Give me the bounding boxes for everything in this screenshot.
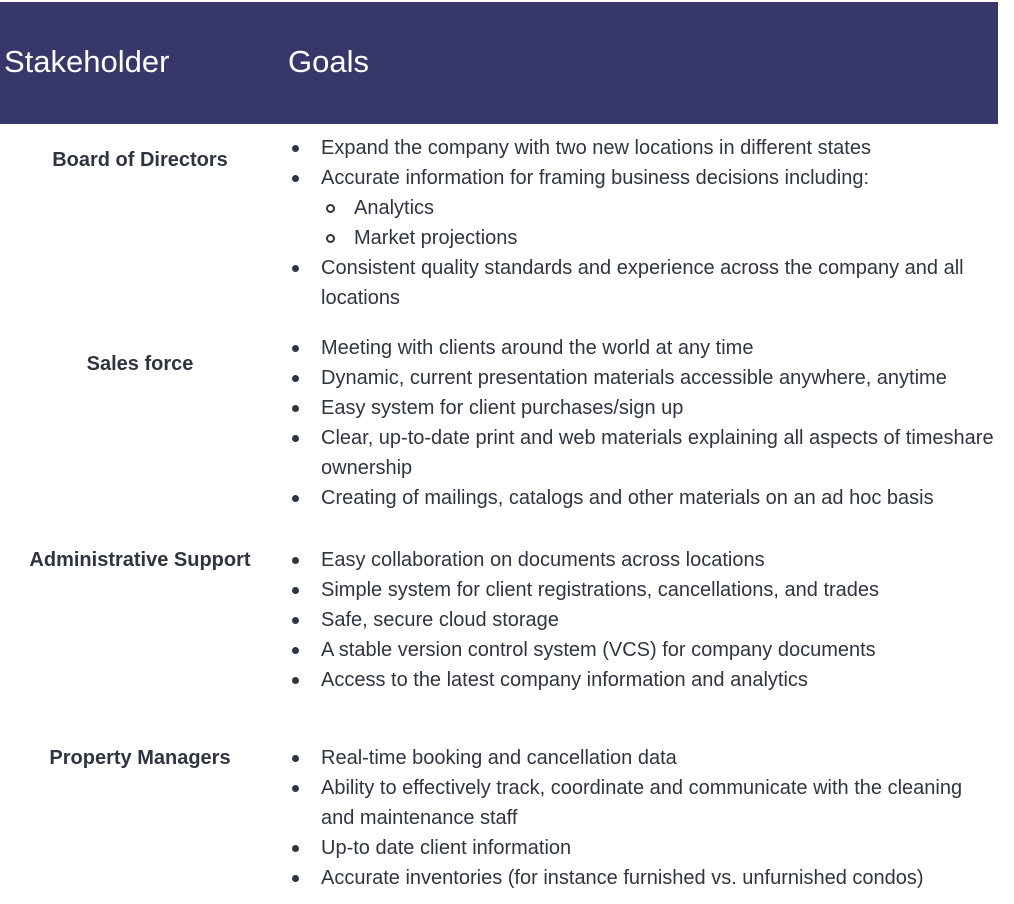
list-item: Accurate inventories (for instance furnished vs. unfurnished condos) [288, 863, 998, 893]
stakeholder-column-header: Stakeholder [4, 44, 170, 79]
list-item: Up-to date client information [288, 833, 998, 863]
bullet-icon [292, 755, 299, 762]
bullet-icon [292, 265, 299, 272]
list-item: Creating of mailings, catalogs and other materials on an ad hoc basis [288, 483, 998, 513]
list-item: Real-time booking and cancellation data [288, 743, 998, 773]
bullet-icon [292, 435, 299, 442]
bullet-icon [292, 175, 299, 182]
bullet-icon [292, 647, 299, 654]
list-item: Dynamic, current presentation materials accessible anywhere, anytime [288, 363, 998, 393]
sub-list-item: Analytics [288, 193, 998, 223]
list-item: Accurate information for framing business decisions including: [288, 163, 998, 193]
list-item: Consistent quality standards and experience across the company and all locations [288, 253, 998, 313]
bullet-icon [292, 875, 299, 882]
goals-list-administrative-support [288, 545, 998, 695]
bullet-icon [292, 495, 299, 502]
bullet-icon [292, 557, 299, 564]
list-item: Easy system for client purchases/sign up [288, 393, 998, 423]
stakeholder-board-of-directors: Board of Directors [52, 149, 228, 171]
list-item: A stable version control system (VCS) for company documents [288, 635, 998, 665]
bullet-icon [292, 375, 299, 382]
list-item: Simple system for client registrations, cancellations, and trades [288, 575, 998, 605]
sub-list-item: Market projections [288, 223, 998, 253]
hollow-bullet-icon [326, 234, 335, 243]
goals-list-board-of-directors [288, 133, 998, 313]
goals-column-header: Goals [288, 44, 369, 79]
bullet-icon [292, 617, 299, 624]
bullet-icon [292, 405, 299, 412]
bullet-icon [292, 587, 299, 594]
stakeholder-property-managers: Property Managers [49, 747, 231, 769]
list-item: Clear, up-to-date print and web materials explaining all aspects of timeshare ownership [288, 423, 998, 483]
bullet-icon [292, 785, 299, 792]
bullet-icon [292, 677, 299, 684]
list-item: Easy collaboration on documents across locations [288, 545, 998, 575]
goals-list-property-managers [288, 743, 998, 893]
list-item: Ability to effectively track, coordinate and communicate with the cleaning and maintenance staff [288, 773, 998, 833]
list-item: Access to the latest company information and analytics [288, 665, 998, 695]
bullet-icon [292, 345, 299, 352]
list-item: Safe, secure cloud storage [288, 605, 998, 635]
list-item: Expand the company with two new locations in different states [288, 133, 998, 163]
stakeholder-sales-force: Sales force [86, 353, 194, 375]
bullet-icon [292, 845, 299, 852]
goals-list-sales-force [288, 333, 998, 513]
stakeholder-administrative-support: Administrative Support [29, 549, 251, 571]
hollow-bullet-icon [326, 204, 335, 213]
list-item: Meeting with clients around the world at any time [288, 333, 998, 363]
bullet-icon [292, 145, 299, 152]
